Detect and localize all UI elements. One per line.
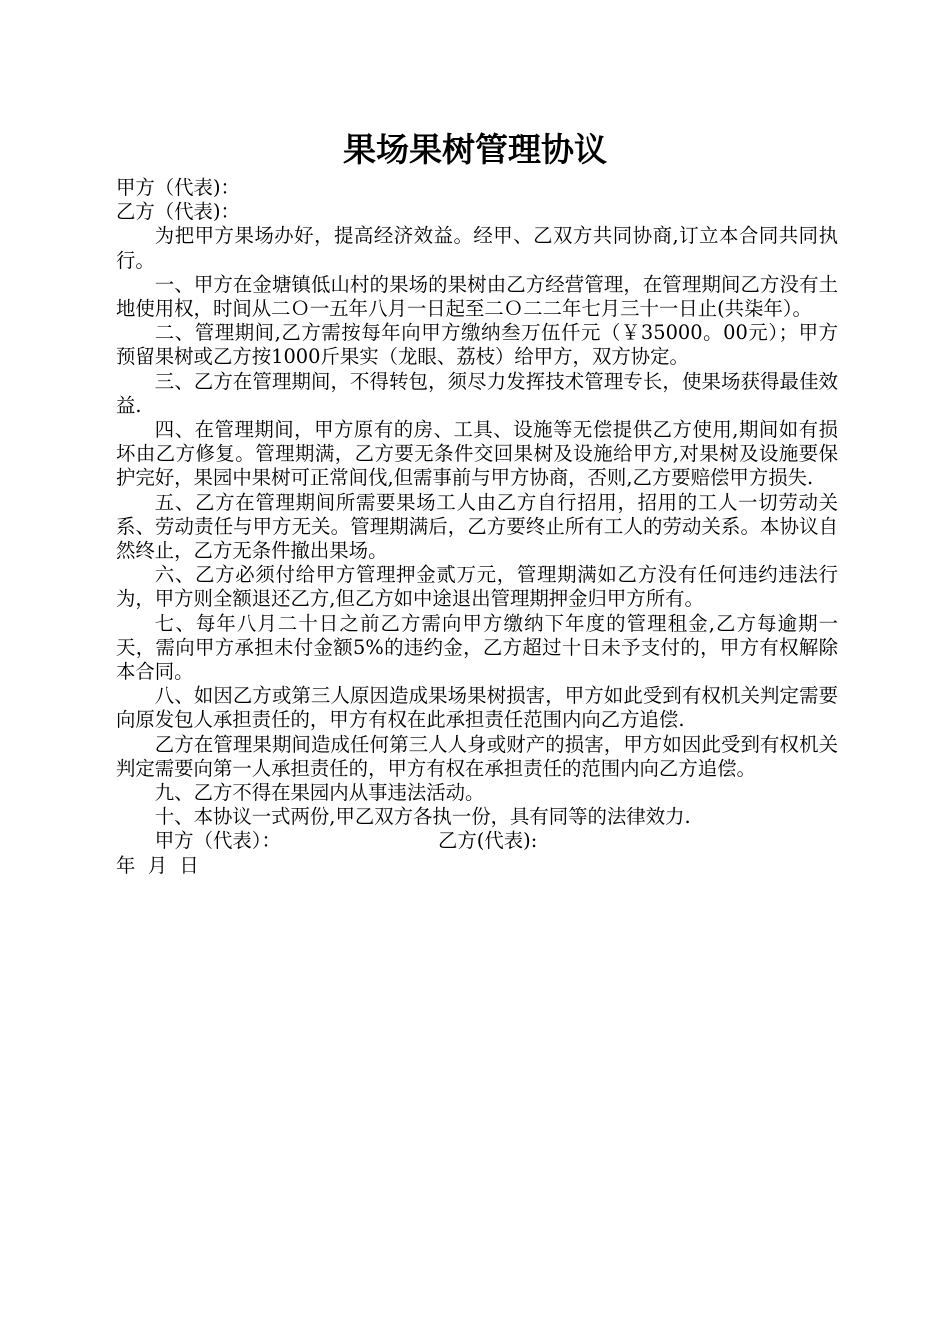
paragraph-clause-8-addendum: 乙方在管理果期间造成任何第三人人身或财产的损害，甲方如因此受到有权机关判定需要向第一人承担责任的，甲方有权在承担责任的范围内向乙方追偿。 bbox=[116, 732, 838, 780]
paragraph-clause-1: 一、甲方在金塘镇低山村的果场的果树由乙方经营管理，在管理期间乙方没有土地使用权，时间从二Ｏ一五年八月一日起至二Ｏ二二年七月三十一日止(共柒年）。 bbox=[116, 272, 838, 321]
paragraph-clause-2: 二、管理期间,乙方需按每年向甲方缴纳叁万伍仟元（￥35000。00元）；甲方预留果树或乙方按1000斤果实（龙眼、荔枝）给甲方，双方协定。 bbox=[116, 321, 838, 369]
paragraph-clause-9: 九、乙方不得在果园内从事违法活动。 bbox=[154, 781, 485, 805]
party-b-line: 乙方（代表)： bbox=[116, 200, 240, 224]
signature-row bbox=[116, 829, 838, 853]
paragraph-clause-5: 五、乙方在管理期间所需要果场工人由乙方自行招用，招用的工人一切劳动关系、劳动责任与甲方无关。管理期满后，乙方要终止所有工人的劳动关系。本协议自然终止，乙方无条件撤出果场。 bbox=[116, 490, 838, 563]
signature-party-a: 甲方（代表）： bbox=[154, 829, 281, 853]
signature-date: 年 月 日 bbox=[116, 853, 199, 877]
paragraph-clause-4: 四、在管理期间，甲方原有的房、工具、设施等无偿提供乙方使用,期间如有损坏由乙方修复。管理期满，乙方要无条件交回果树及设施给甲方,对果树及设施要保护完好，果园中果树可正常间伐,但需事前与甲方协商，否则,乙方要赔偿甲方损失. bbox=[116, 418, 838, 490]
party-a-line: 甲方（代表)： bbox=[116, 176, 240, 199]
paragraph-clause-10: 十、本协议一式两份,甲乙双方各执一份，具有同等的法律效力. bbox=[154, 805, 691, 829]
signature-party-b: 乙方(代表): bbox=[438, 829, 538, 853]
paragraph-clause-7: 七、每年八月二十日之前乙方需向甲方缴纳下年度的管理租金,乙方每逾期一天，需向甲方承担未付金额5%的违约金，乙方超过十日未予支付的，甲方有权解除本合同。 bbox=[116, 611, 838, 684]
paragraph-clause-6: 六、乙方必须付给甲方管理押金贰万元，管理期满如乙方没有任何违约违法行为，甲方则全额退还乙方,但乙方如中途退出管理期押金归甲方所有。 bbox=[116, 563, 838, 611]
paragraph-clause-3: 三、乙方在管理期间，不得转包，须尽力发挥技术管理专长，使果场获得最佳效益. bbox=[116, 369, 838, 417]
paragraph-clause-8: 八、如因乙方或第三人原因造成果场果树损害，甲方如此受到有权机关判定需要向原发包人承担责任的，甲方有权在此承担责任范围内向乙方追偿. bbox=[116, 684, 838, 732]
document-body bbox=[116, 176, 838, 878]
paragraph-intro: 为把甲方果场办好，提高经济效益。经甲、乙双方共同协商,订立本合同共同执行。 bbox=[116, 224, 838, 272]
document-title: 果场果树管理协议 bbox=[343, 130, 607, 169]
